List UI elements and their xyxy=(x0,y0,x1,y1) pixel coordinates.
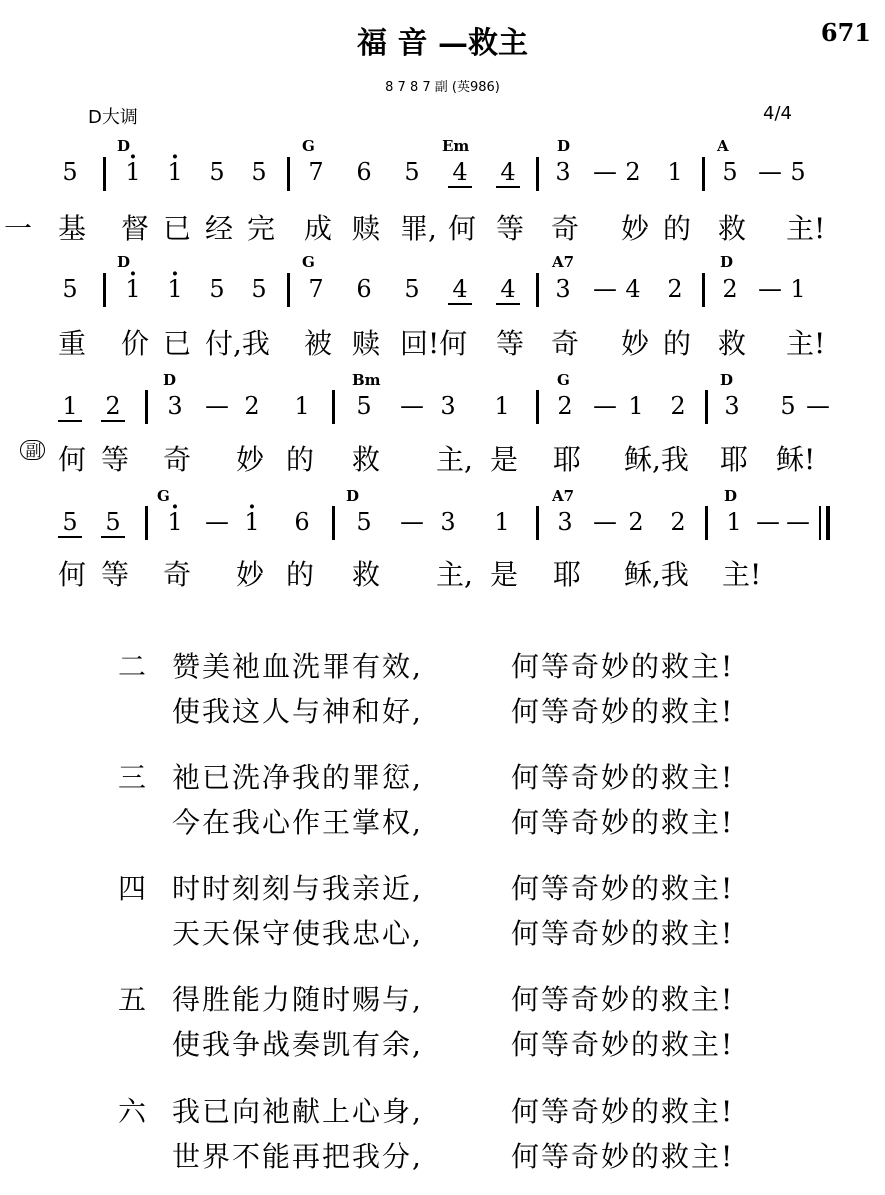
barline xyxy=(536,390,539,424)
lyric: 付,我 xyxy=(205,327,270,360)
note-dash: — xyxy=(786,508,810,536)
note-dash: — xyxy=(758,275,782,303)
lyric: 耶 xyxy=(553,558,582,591)
lyric: 救 xyxy=(352,558,381,591)
hymn-title xyxy=(0,18,885,62)
verse-refrain: 何等奇妙的救主! xyxy=(511,872,735,905)
chord: A7 xyxy=(552,487,575,505)
lyric: 价 xyxy=(121,327,150,360)
barline xyxy=(332,506,335,540)
barline xyxy=(705,390,708,424)
lyric: 救 xyxy=(718,212,747,245)
note: 5 xyxy=(101,508,125,538)
chord: D xyxy=(724,487,738,505)
note: 2 xyxy=(670,508,686,536)
note: 5 xyxy=(62,275,78,303)
note: 2 xyxy=(244,392,260,420)
final-barline-thick xyxy=(826,506,830,540)
lyric: 的 xyxy=(286,443,315,476)
note: 3 xyxy=(440,508,456,536)
note: 2 xyxy=(722,275,738,303)
verse-refrain: 何等奇妙的救主! xyxy=(511,695,735,728)
lyric: 完 xyxy=(247,212,276,245)
note: 7 xyxy=(308,275,324,303)
lyric: 是 xyxy=(490,558,519,591)
lyric: 成 xyxy=(304,212,333,245)
lyric: 的 xyxy=(663,212,692,245)
key-signature: D大调 xyxy=(88,107,138,128)
lyric: 等 xyxy=(101,558,130,591)
lyric: 被 xyxy=(304,327,333,360)
note-dash: — xyxy=(806,392,830,420)
note: · 1 xyxy=(121,275,145,303)
lyric: 罪, xyxy=(400,212,437,245)
hymn-number: 671 xyxy=(820,18,871,47)
chord: D xyxy=(346,487,360,505)
lyric: 赎 xyxy=(352,327,381,360)
note: 4 xyxy=(625,275,641,303)
chord: D xyxy=(163,371,177,389)
verse-refrain: 何等奇妙的救主! xyxy=(511,1140,735,1173)
note: · 1 xyxy=(163,508,187,536)
note-dash: — xyxy=(205,508,229,536)
verse-number: 四 xyxy=(118,872,147,905)
meter-line: 8 7 8 7 副 (英986) xyxy=(385,80,500,95)
lyric: 奇 xyxy=(163,443,192,476)
note: 3 xyxy=(440,392,456,420)
lyric: 主, xyxy=(436,443,473,476)
lyric: 妙 xyxy=(621,327,650,360)
note: 5 xyxy=(722,158,738,186)
verse-line: 世界不能再把我分, xyxy=(172,1140,423,1173)
note: · 1 xyxy=(163,158,187,186)
chord: D xyxy=(117,253,131,271)
note: 7 xyxy=(308,158,324,186)
lyric: 主! xyxy=(722,558,762,591)
verse-line: 天天保守使我忠心, xyxy=(172,917,423,950)
lyric: 奇 xyxy=(551,212,580,245)
note: 3 xyxy=(557,508,573,536)
chord: G xyxy=(557,371,570,389)
note: 2 xyxy=(628,508,644,536)
note: 5 xyxy=(209,275,225,303)
note: 1 xyxy=(494,508,510,536)
note-dash: — xyxy=(593,508,617,536)
note: 4 xyxy=(448,158,472,188)
barline xyxy=(103,157,106,191)
note: 6 xyxy=(356,275,372,303)
barline xyxy=(332,390,335,424)
verse-refrain: 何等奇妙的救主! xyxy=(511,1028,735,1061)
chord: G xyxy=(157,487,170,505)
verse-line: 赞美祂血洗罪有效, xyxy=(172,650,423,683)
verse-refrain: 何等奇妙的救主! xyxy=(511,917,735,950)
lyric: 奇 xyxy=(163,558,192,591)
lyric: 稣,我 xyxy=(624,558,689,591)
note-dash: — xyxy=(400,508,424,536)
barline xyxy=(287,273,290,307)
barline xyxy=(145,506,148,540)
note: 5 xyxy=(780,392,796,420)
lyric: 稣,我 xyxy=(624,443,689,476)
title-dash: — xyxy=(437,26,468,61)
chord: D xyxy=(557,137,571,155)
chord: Em xyxy=(442,137,470,155)
lyric: 稣! xyxy=(776,443,816,476)
barline xyxy=(536,273,539,307)
chord: Bm xyxy=(352,371,381,389)
chord: D xyxy=(720,371,734,389)
verse-refrain: 何等奇妙的救主! xyxy=(511,806,735,839)
verse-refrain: 何等奇妙的救主! xyxy=(511,650,735,683)
note: 5 xyxy=(356,508,372,536)
verse-line: 今在我心作王掌权, xyxy=(172,806,423,839)
note: 4 xyxy=(496,158,520,188)
lyric: 基 xyxy=(58,212,87,245)
lyric: 耶 xyxy=(553,443,582,476)
lyric: 妙 xyxy=(236,558,265,591)
lyric: 奇 xyxy=(551,327,580,360)
note-dash: — xyxy=(756,508,780,536)
verse-line: 祂已洗净我的罪愆, xyxy=(172,761,423,794)
note: 2 xyxy=(670,392,686,420)
chord: D xyxy=(720,253,734,271)
note: 1 xyxy=(494,392,510,420)
lyric: 等 xyxy=(496,212,525,245)
lyric: 赎 xyxy=(352,212,381,245)
barline xyxy=(536,506,539,540)
note: 2 xyxy=(625,158,641,186)
lyric: 一 xyxy=(4,212,33,245)
verse-line: 得胜能力随时赐与, xyxy=(172,983,423,1016)
note-dash: — xyxy=(593,275,617,303)
chord: D xyxy=(117,137,131,155)
verse-line: 我已向祂献上心身, xyxy=(172,1095,423,1128)
final-barline-thin xyxy=(819,506,821,540)
note-dash: — xyxy=(205,392,229,420)
lyric: 经 xyxy=(205,212,234,245)
note: 3 xyxy=(555,158,571,186)
barline xyxy=(536,157,539,191)
note: 1 xyxy=(294,392,310,420)
note: 4 xyxy=(448,275,472,305)
note-dash: — xyxy=(400,392,424,420)
lyric: 主! xyxy=(786,327,826,360)
barline xyxy=(145,390,148,424)
barline xyxy=(702,273,705,307)
note: 4 xyxy=(496,275,520,305)
verse-number: 三 xyxy=(118,761,147,794)
lyric: 妙 xyxy=(621,212,650,245)
chord: A xyxy=(717,137,729,155)
chord: G xyxy=(302,137,315,155)
note: 6 xyxy=(294,508,310,536)
note: · 1 xyxy=(121,158,145,186)
verse-refrain: 何等奇妙的救主! xyxy=(511,983,735,1016)
note: 5 xyxy=(404,275,420,303)
lyric: 主, xyxy=(436,558,473,591)
lyric: 重 xyxy=(58,327,87,360)
note: 2 xyxy=(667,275,683,303)
note: 5 xyxy=(251,158,267,186)
title-main: 福 音 xyxy=(357,26,428,61)
barline xyxy=(705,506,708,540)
note: 1 xyxy=(790,275,806,303)
verse-line: 使我这人与神和好, xyxy=(172,695,423,728)
refrain-label: 副 xyxy=(20,440,45,460)
barline xyxy=(702,157,705,191)
lyric: 何 xyxy=(448,212,477,245)
verse-refrain: 何等奇妙的救主! xyxy=(511,761,735,794)
note: · 1 xyxy=(163,275,187,303)
verse-line: 使我争战奏凯有余, xyxy=(172,1028,423,1061)
note: 1 xyxy=(58,392,82,422)
lyric: 等 xyxy=(101,443,130,476)
chord: G xyxy=(302,253,315,271)
note: 1 xyxy=(726,508,742,536)
chord: A7 xyxy=(552,253,575,271)
note: 5 xyxy=(251,275,267,303)
lyric: 的 xyxy=(663,327,692,360)
time-signature: 4/4 xyxy=(763,103,792,124)
verse-number: 五 xyxy=(118,983,147,1016)
verse-number: 二 xyxy=(118,650,147,683)
barline xyxy=(103,273,106,307)
lyric: 的 xyxy=(286,558,315,591)
note: 1 xyxy=(628,392,644,420)
verse-number: 六 xyxy=(118,1095,147,1128)
note: 1 xyxy=(667,158,683,186)
lyric: 督 xyxy=(121,212,150,245)
verse-refrain: 何等奇妙的救主! xyxy=(511,1095,735,1128)
lyric: 救 xyxy=(718,327,747,360)
note: 5 xyxy=(404,158,420,186)
verse-line: 时时刻刻与我亲近, xyxy=(172,872,423,905)
lyric: 等 xyxy=(496,327,525,360)
lyric: 耶 xyxy=(720,443,749,476)
lyric: 主! xyxy=(786,212,826,245)
lyric: 妙 xyxy=(236,443,265,476)
note-dash: — xyxy=(758,158,782,186)
note-dash: — xyxy=(593,392,617,420)
lyric: 何 xyxy=(58,443,87,476)
lyric: 已 xyxy=(163,212,192,245)
lyric: 是 xyxy=(490,443,519,476)
barline xyxy=(287,157,290,191)
note: 3 xyxy=(724,392,740,420)
note: 2 xyxy=(557,392,573,420)
note: 5 xyxy=(62,158,78,186)
note: 5 xyxy=(356,392,372,420)
lyric: 已 xyxy=(163,327,192,360)
note: 6 xyxy=(356,158,372,186)
note: 5 xyxy=(58,508,82,538)
note: 3 xyxy=(555,275,571,303)
note: 2 xyxy=(101,392,125,422)
lyric: 回!何 xyxy=(400,327,468,360)
lyric: 救 xyxy=(352,443,381,476)
note: · 1 xyxy=(240,508,264,536)
note: 3 xyxy=(167,392,183,420)
lyric: 何 xyxy=(58,558,87,591)
title-sub: 救主 xyxy=(467,26,528,61)
note: 5 xyxy=(790,158,806,186)
note: 5 xyxy=(209,158,225,186)
note-dash: — xyxy=(593,158,617,186)
